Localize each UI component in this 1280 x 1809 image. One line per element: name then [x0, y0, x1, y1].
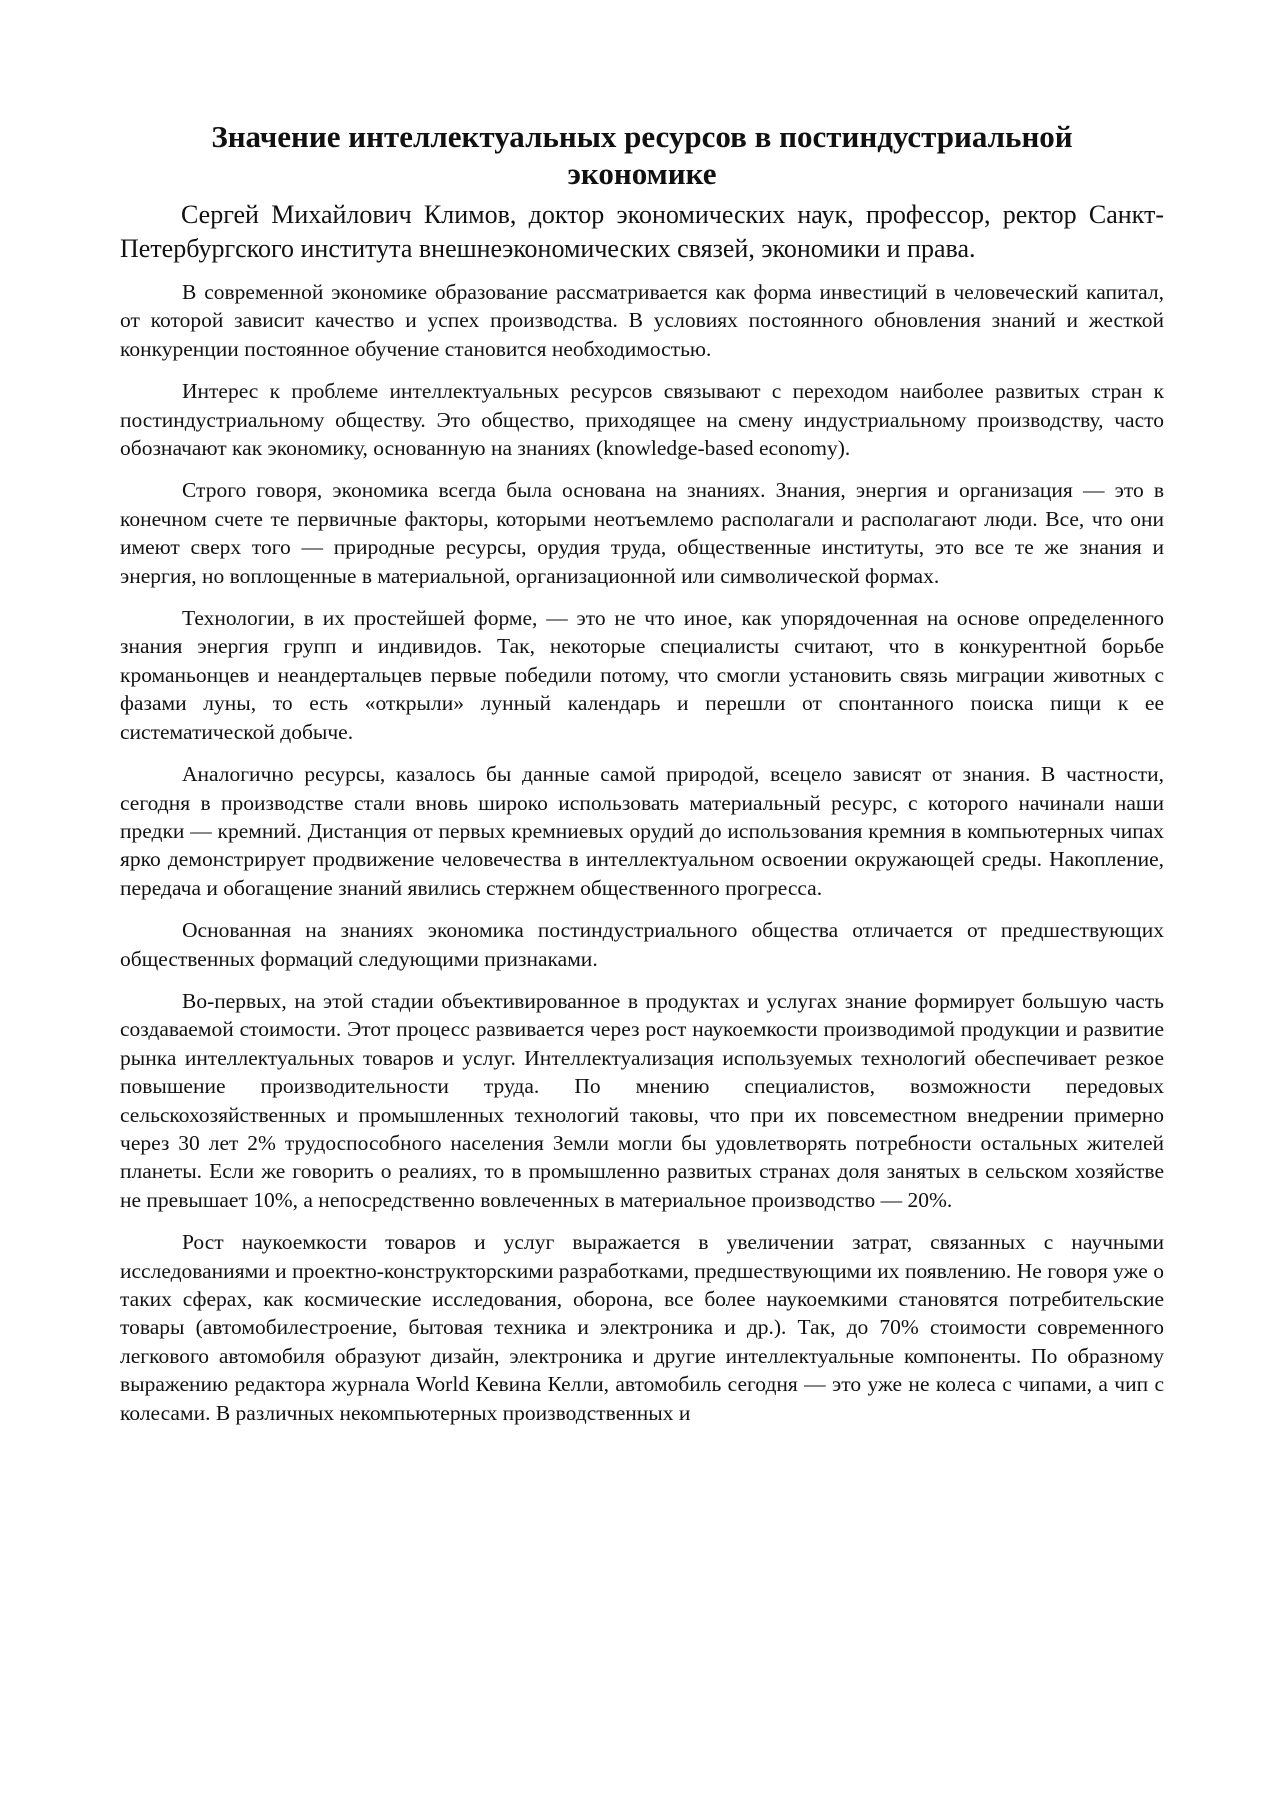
paragraph-8: Рост наукоемкости товаров и услуг выражается в увеличении затрат, связанных с научными исследованиями и проектно-конструкторскими разработками, предшествующими их появлению. Не говоря уже о таких сферах, как космические исследования, оборона, все более наукоемкими становятся потребительские товары (автомобилестроение, бытовая техника и электроника и др.). Так, до 70% стоимости современного легкового автомобиля образуют дизайн, электроника и другие интеллектуальные компоненты. По образному выражению редактора журнала World Кевина Келли, автомобиль сегодня — это уже не колеса с чипами, а чип с колесами. В различных некомпьютерных производственных и [120, 1230, 1164, 1425]
paragraph-3: Строго говоря, экономика всегда была основана на знаниях. Знания, энергия и организация — это в конечном счете те первичные факторы, которыми неотъемлемо располагали и располагают люди. Все, что они имеют сверх того — природные ресурсы, орудия труда, общественные институты, это все те же знания и энергия, но воплощенные в материальной, организационной или символической формах. [120, 478, 1164, 588]
paragraph-4: Технологии, в их простейшей форме, — это не что иное, как упорядоченная на основе определенного знания энергия групп и индивидов. Так, некоторые специалисты считают, что в конкурентной борьбе кроманьонцев и неандертальцев первые победили потому, что смогли установить связь миграции животных с фазами луны, то есть «открыли» лунный календарь и перешли от спонтанного поиска пищи к ее систематической добыче. [120, 606, 1164, 744]
document-page [120, 118, 1164, 1441]
paragraph-1: В современной экономике образование рассматривается как форма инвестиций в человеческий капитал, от которой зависит качество и успех производства. В условиях постоянного обновления знаний и жесткой конкуренции постоянное обучение становится необходимостью. [120, 280, 1164, 361]
paragraph-6: Основанная на знаниях экономика постиндустриального общества отличается от предшествующих общественных формаций следующими признаками. [120, 918, 1164, 971]
author-info: Сергей Михайлович Климов, доктор экономических наук, профессор, ректор Санкт-Петербургского института внешнеэкономических связей, экономики и права. [120, 200, 1164, 263]
paragraph-7: Во-первых, на этой стадии объективированное в продуктах и услугах знание формирует большую часть создаваемой стоимости. Этот процесс развивается через рост наукоемкости производимой продукции и развитие рынка интеллектуальных товаров и услуг. Интеллектуализация используемых технологий обеспечивает резкое повышение производительности труда. По мнению специалистов, возможности передовых сельскохозяйственных и промышленных технологий таковы, что при их повсеместном внедрении примерно через 30 лет 2% трудоспособного населения Земли могли бы удовлетворять потребности остальных жителей планеты. Если же говорить о реалиях, то в промышленно развитых странах доля занятых в сельском хозяйстве не превышает 10%, а непосредственно вовлеченных в материальное производство — 20%. [120, 988, 1164, 1212]
document-title: Значение интеллектуальных ресурсов в постиндустриальной экономике [211, 119, 1073, 191]
paragraph-2: Интерес к проблеме интеллектуальных ресурсов связывают с переходом наиболее развитых стран к постиндустриальному обществу. Это общество, приходящее на смену индустриальному производству, часто обозначают как экономику, основанную на знаниях (knowledge-based economy). [120, 379, 1164, 461]
paragraph-5: Аналогично ресурсы, казалось бы данные самой природой, всецело зависят от знания. В частности, сегодня в производстве стали вновь широко использовать материальный ресурс, с которого начинали наши предки — кремний. Дистанция от первых кремниевых орудий до использования кремния в компьютерных чипах ярко демонстрирует продвижение человечества в интеллектуальном освоении окружающей среды. Накопление, передача и обогащение знаний явились стержнем общественного прогресса. [120, 762, 1164, 900]
